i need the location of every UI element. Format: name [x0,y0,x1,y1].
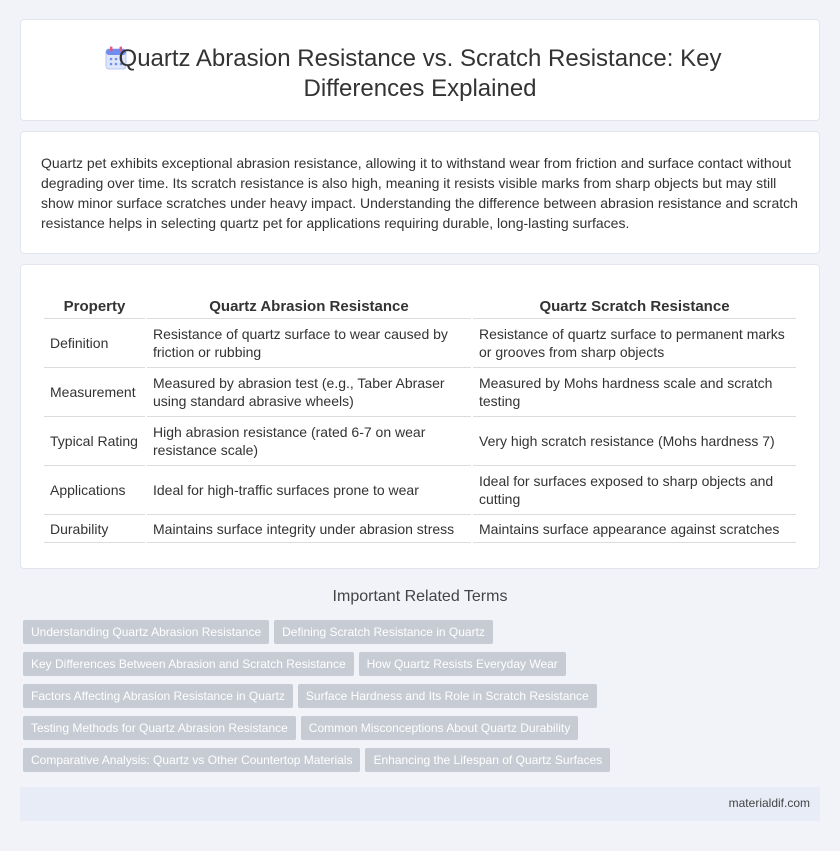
related-terms-title: Important Related Terms [332,588,508,605]
related-tag[interactable]: Key Differences Between Abrasion and Scratch Resistance [23,652,354,676]
row-scratch: Ideal for surfaces exposed to sharp objects and cutting [473,466,796,515]
row-abrasion: Maintains surface integrity under abrasion stress [147,515,471,543]
row-scratch: Measured by Mohs hardness scale and scratch testing [473,368,796,417]
related-tag[interactable]: Defining Scratch Resistance in Quartz [274,620,493,644]
footer-site-link[interactable]: materialdif.com [728,796,810,810]
related-tag[interactable]: Comparative Analysis: Quartz vs Other Countertop Materials [23,748,360,772]
related-tag[interactable]: Surface Hardness and Its Role in Scratch Resistance [298,684,597,708]
row-scratch: Very high scratch resistance (Mohs hardness 7) [473,417,796,466]
header-abrasion: Quartz Abrasion Resistance [147,294,471,319]
page-title: Quartz Abrasion Resistance vs. Scratch Resistance: Key Differences Explained [118,45,722,102]
footer [20,787,820,821]
row-property: Applications [44,466,145,515]
row-property: Definition [44,319,145,368]
related-terms-tags [22,620,822,780]
intro-paragraph: Quartz pet exhibits exceptional abrasion resistance, allowing it to withstand wear from friction and surface contact without degrading over time. Its scratch resistance is also high, meaning it resists visible marks from sharp objects but may still show minor surface scratches under heavy impact. Understanding the difference between abrasion resistance and scratch resistance helps in selecting quartz pet for applications requiring durable, long-lasting surfaces. [41,155,798,231]
related-tag[interactable]: Testing Methods for Quartz Abrasion Resistance [23,716,296,740]
row-property: Durability [44,515,145,543]
table-row [44,417,796,466]
related-tag[interactable]: Understanding Quartz Abrasion Resistance [23,620,269,644]
row-property: Typical Rating [44,417,145,466]
table-row [44,319,796,368]
table-header-row [44,294,796,319]
row-abrasion: Measured by abrasion test (e.g., Taber Abraser using standard abrasive wheels) [147,368,471,417]
table-row [44,515,796,543]
row-property: Measurement [44,368,145,417]
table-row [44,466,796,515]
intro-card [20,131,820,254]
row-abrasion: High abrasion resistance (rated 6-7 on wear resistance scale) [147,417,471,466]
header-property: Property [44,294,145,319]
related-tag[interactable]: How Quartz Resists Everyday Wear [359,652,566,676]
comparison-table-card [20,264,820,569]
header-card [20,19,820,121]
header-scratch: Quartz Scratch Resistance [473,294,796,319]
row-abrasion: Resistance of quartz surface to wear caused by friction or rubbing [147,319,471,368]
related-tag[interactable]: Common Misconceptions About Quartz Durability [301,716,578,740]
related-tag[interactable]: Enhancing the Lifespan of Quartz Surfaces [365,748,610,772]
table-row [44,368,796,417]
row-scratch: Resistance of quartz surface to permanent marks or grooves from sharp objects [473,319,796,368]
row-scratch: Maintains surface appearance against scratches [473,515,796,543]
related-tag[interactable]: Factors Affecting Abrasion Resistance in Quartz [23,684,293,708]
row-abrasion: Ideal for high-traffic surfaces prone to wear [147,466,471,515]
comparison-table [42,294,798,543]
